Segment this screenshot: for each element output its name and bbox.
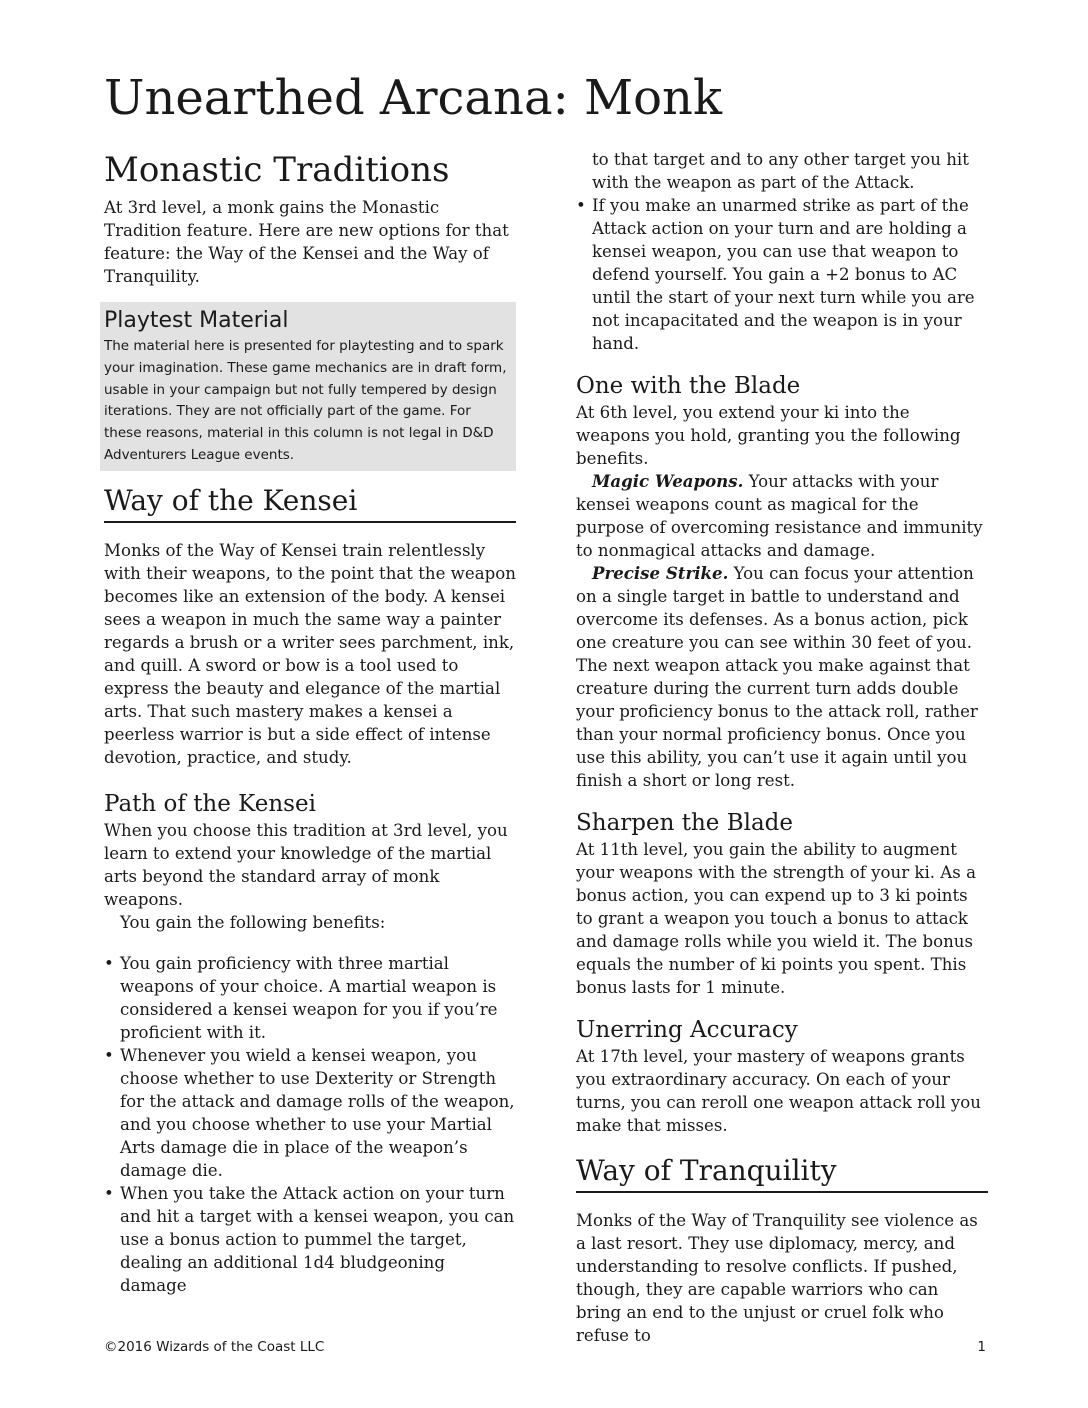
path-benefits-list: [104, 952, 516, 1297]
path-benefits-intro: You gain the following benefits:: [120, 912, 386, 932]
sharpen-blade-heading: Sharpen the Blade: [576, 810, 794, 836]
left-column: [104, 148, 516, 1297]
path-benefits-list-cont: [576, 194, 988, 355]
one-with-blade-intro: At 6th level, you extend your ki into the weapons you hold, granting you the following benefits.: [576, 403, 961, 468]
unerring-accuracy-heading: Unerring Accuracy: [576, 1017, 798, 1043]
playtest-sidebar: [100, 302, 516, 471]
path-heading: Path of the Kensei: [104, 790, 316, 817]
kensei-heading: Way of the Kensei: [104, 483, 516, 523]
precise-strike-text: You can focus your attention on a single target in battle to understand and overcome its defenses. As a bonus action, pick one creature you can see within 30 feet of you. The next weapon attack you make against that creature during the current turn adds double your proficiency bonus to the attack roll, rather than your normal proficiency bonus. Once you use this ability, you can’t use it again until you finish a short or long rest.: [576, 564, 978, 790]
magic-weapons-paragraph: [576, 470, 988, 562]
magic-weapons-label: Magic Weapons.: [592, 471, 744, 491]
tranquility-intro: Monks of the Way of Tranquility see violence as a last resort. They use diplomacy, mercy, and understanding to resolve conflicts. If pushed, though, they are capable warriors who can bring an end to the unjust or cruel folk who refuse to: [576, 1211, 978, 1345]
bullet-continuation: to that target and to any other target you hit with the weapon as part of the Attack.: [592, 150, 969, 192]
monastic-traditions-heading: Monastic Traditions: [104, 150, 450, 190]
unerring-accuracy-text: At 17th level, your mastery of weapons grants you extraordinary accuracy. On each of your turns, you can reroll one weapon attack roll you make that misses.: [576, 1047, 981, 1135]
page-number: 1: [977, 1339, 986, 1355]
list-item: • Whenever you wield a kensei weapon, you choose whether to use Dexterity or Strength for the attack and damage rolls of the weapon, and you choose whether to use your Martial Arts damage die in place of the weapon’s damage die.: [104, 1044, 516, 1182]
right-column: [576, 148, 988, 1347]
kensei-intro: Monks of the Way of Kensei train relentlessly with their weapons, to the point that the weapon becomes like an extension of the body. A kensei sees a weapon in much the same way a painter regards a brush or a writer sees parchment, ink, and quill. A sword or bow is a tool used to express the beauty and elegance of the martial arts. That such mastery makes a kensei a peerless warrior is but a side effect of intense devotion, practice, and study.: [104, 540, 516, 767]
list-item: • When you take the Attack action on your turn and hit a target with a kensei weapon, you can use a bonus action to pummel the target, dealing an additional 1d4 bludgeoning damage: [104, 1182, 516, 1297]
page-title: Unearthed Arcana: Monk: [104, 70, 723, 126]
footer-copyright: ©2016 Wizards of the Coast LLC: [104, 1339, 325, 1355]
list-item: • If you make an unarmed strike as part of the Attack action on your turn and are holding a kensei weapon, you can use that weapon to defend yourself. You gain a +2 bonus to AC until the start of your next turn while you are not incapacitated and the weapon is in your hand.: [576, 194, 988, 355]
precise-strike-paragraph: [576, 562, 988, 792]
sidebar-body: The material here is presented for playtesting and to spark your imagination. These game mechanics are in draft form, usable in your campaign but not fully tempered by design iterations. They are not officially part of the game. For these reasons, material in this column is not legal in D&D Adventurers League events.: [104, 338, 507, 463]
sidebar-title: Playtest Material: [104, 308, 289, 333]
precise-strike-label: Precise Strike.: [592, 563, 729, 583]
monastic-intro: At 3rd level, a monk gains the Monastic Tradition feature. Here are new options for that feature: the Way of the Kensei and the Way of Tranquility.: [104, 198, 509, 286]
path-paragraph: When you choose this tradition at 3rd level, you learn to extend your knowledge of the martial arts beyond the standard array of monk weapons.: [104, 820, 508, 909]
tranquility-heading: Way of Tranquility: [576, 1153, 988, 1193]
sharpen-blade-text: At 11th level, you gain the ability to augment your weapons with the strength of your ki. As a bonus action, you can expend up to 3 ki points to grant a weapon you touch a bonus to attack and damage rolls while you wield it. The bonus equals the number of ki points you spent. This bonus lasts for 1 minute.: [576, 840, 976, 997]
magic-weapons-text: Your attacks with your kensei weapons count as magical for the purpose of overcoming resistance and immunity to nonmagical attacks and damage.: [576, 472, 983, 560]
one-with-blade-heading: One with the Blade: [576, 373, 801, 399]
list-item: • You gain proficiency with three martial weapons of your choice. A martial weapon is considered a kensei weapon for you if you’re proficient with it.: [104, 952, 516, 1044]
